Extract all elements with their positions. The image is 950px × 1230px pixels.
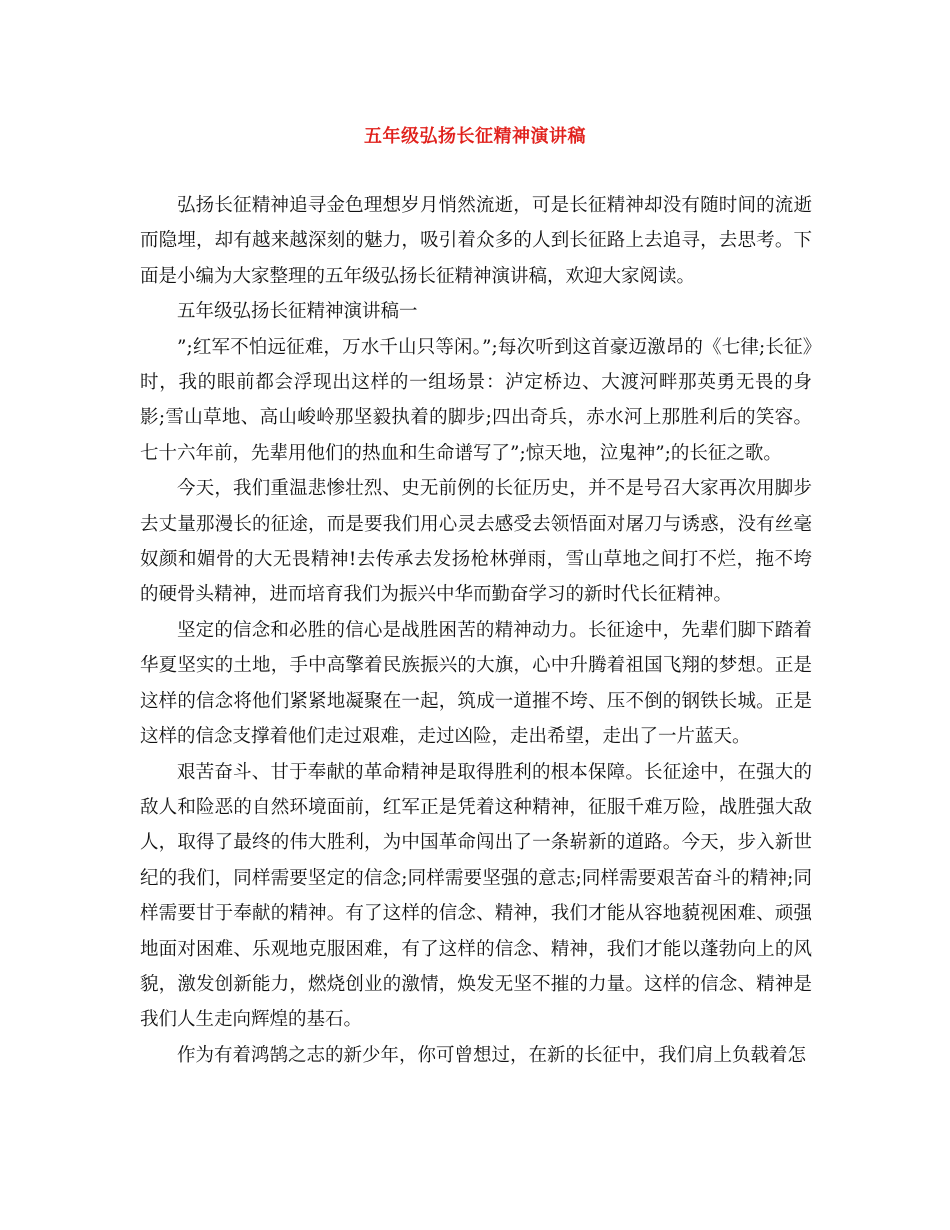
paragraph: 作为有着鸿鹄之志的新少年，你可曾想过，在新的长征中，我们肩上负载着怎 — [177, 1044, 807, 1066]
paragraph-intro: 弘扬长征精神追寻金色理想岁月悄然流逝，可是长征精神却没有随时间的流逝而隐埋，却有越来越深刻的魅力，吸引着众多的人到长征路上去追寻，去思考。下面是小编为大家整理的五年级弘扬长征精神演讲稿，欢迎大家阅读。 — [140, 195, 812, 287]
document-title: 五年级弘扬长征精神演讲稿 — [364, 126, 586, 147]
paragraph: 今天，我们重温悲惨壮烈、史无前例的长征历史，并不是号召大家再次用脚步去丈量那漫长的征途，而是要我们用心灵去感受去领悟面对屠刀与诱惑，没有丝毫奴颜和媚骨的大无畏精神!去传承去发扬枪林弹雨，雪山草地之间打不烂，拖不垮的硬骨头精神，进而培育我们为振兴中华而勤奋学习的新时代长征精神。 — [140, 478, 812, 606]
paragraph: 艰苦奋斗、甘于奉献的革命精神是取得胜利的根本保障。长征途中，在强大的敌人和险恶的自然环境面前，红军正是凭着这种精神，征服千难万险，战胜强大敌人，取得了最终的伟大胜利，为中国革命闯出了一条崭新的道路。今天，步入新世纪的我们，同样需要坚定的信念;同样需要坚强的意志;同样需要艰苦奋斗的精神;同样需要甘于奉献的精神。有了这样的信念、精神，我们才能从容地藐视困难、顽强地面对困难、乐观地克服困难，有了这样的信念、精神，我们才能以蓬勃向上的风貌，激发创新能力，燃烧创业的激情，焕发无坚不摧的力量。这样的信念、精神是我们人生走向辉煌的基石。 — [140, 761, 812, 1031]
paragraph: ”;红军不怕远征难，万水千山只等闲。”;每次听到这首豪迈激昂的《七律;长征》时，我的眼前都会浮现出这样的一组场景：泸定桥边、大渡河畔那英勇无畏的身影;雪山草地、高山峻岭那坚毅执着的脚步;四出奇兵，赤水河上那胜利后的笑容。七十六年前，先辈用他们的热血和生命谱写了”;惊天地，泣鬼神”;的长征之歌。 — [140, 336, 812, 464]
document-body — [140, 188, 812, 1073]
paragraph: 坚定的信念和必胜的信心是战胜困苦的精神动力。长征途中，先辈们脚下踏着华夏坚实的土地，手中高擎着民族振兴的大旗，心中升腾着祖国飞翔的梦想。正是这样的信念将他们紧紧地凝聚在一起，筑成一道摧不垮、压不倒的钢铁长城。正是这样的信念支撑着他们走过艰难，走过凶险，走出希望，走出了一片蓝天。 — [140, 619, 812, 748]
section-heading: 五年级弘扬长征精神演讲稿一 — [177, 301, 418, 323]
